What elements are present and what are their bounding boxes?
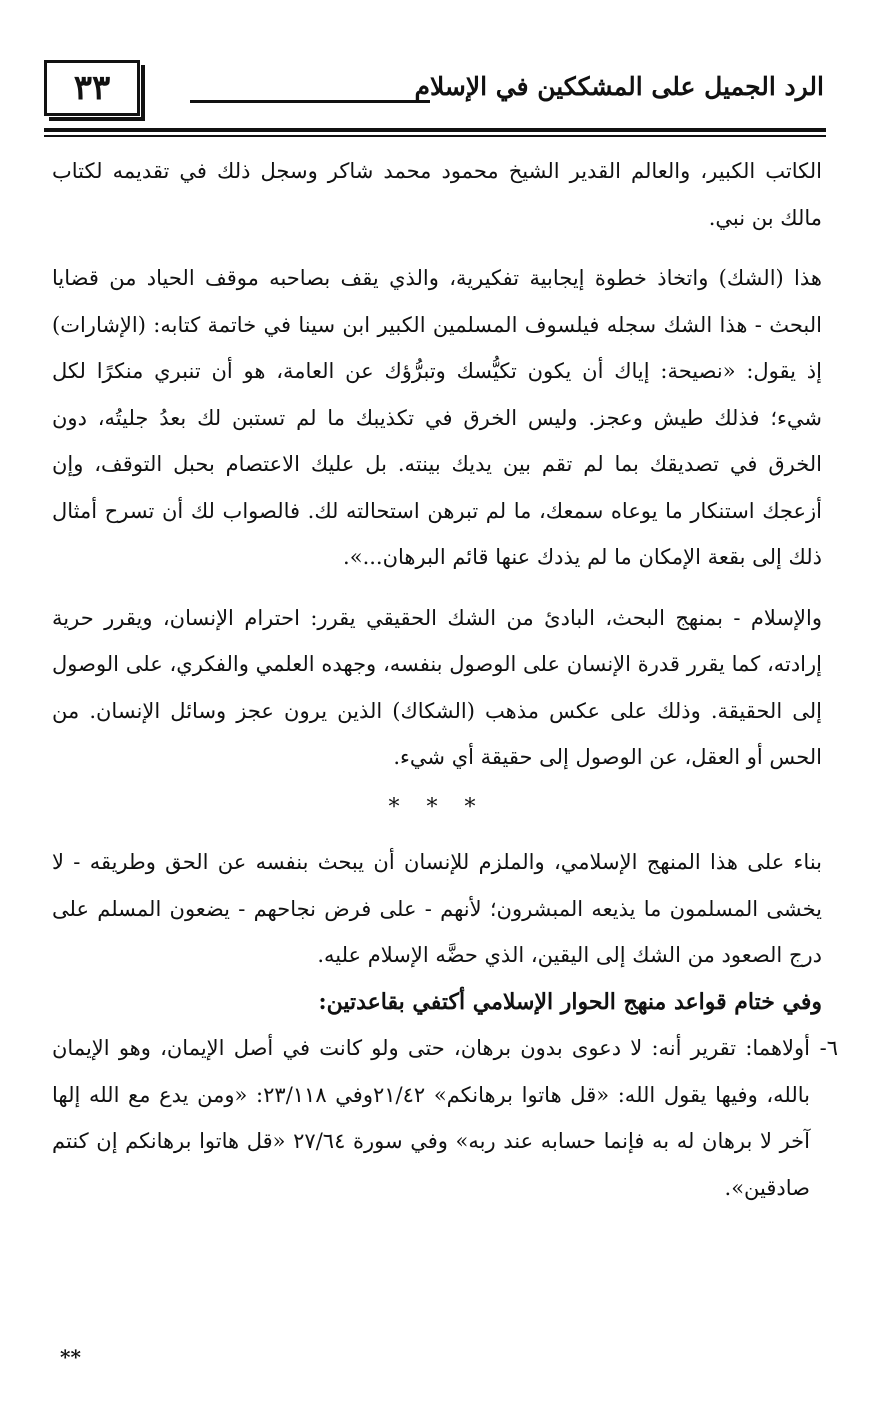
paragraph: الكاتب الكبير، والعالم القدير الشيخ محمود محمد شاكر وسجل ذلك في تقديمه لكتاب مالك بن نبي.: [52, 159, 822, 230]
footnote-marker: **: [60, 1345, 81, 1369]
item-text: أولاهما: تقرير أنه: لا دعوى بدون برهان، حتى ولو كانت في أصل الإيمان، وهو الإيمان بالله، وفيها يقول الله: «قل هاتوا برهانكم» ٢١/٤٢وفي ٢٣/١١٨: «ومن يدع مع الله إلها آخر لا برهان له به فإنما حسابه عند ربه» وفي سورة ٢٧/٦٤ «قل هاتوا برهانكم إن كنتم صادقين».: [52, 1036, 811, 1200]
paragraph: بناء على هذا المنهج الإسلامي، والملزم للإنسان أن يبحث بنفسه عن الحق وطريقه - لا يخشى المسلمون ما يذيعه المبشرون؛ لأنهم - على فرض نجاحهم - يضعون المسلم على درج الصعود من الشك إلى اليقين، الذي حضَّه الإسلام عليه.: [52, 850, 822, 967]
page-body: [52, 148, 838, 1211]
paragraph: والإسلام - بمنهج البحث، البادئ من الشك الحقيقي يقرر: احترام الإنسان، ويقرر حرية إرادته، كما يقرر قدرة الإنسان على الوصول بنفسه، وجهده العلمي والفكري، على الوصول إلى الحقيقة. وذلك على عكس مذهب (الشكاك) الذين يرون عجز وسائل الإنسان. من الحس أو العقل، عن الوصول إلى حقيقة أي شيء.: [52, 605, 822, 769]
header-divider-line: [190, 100, 430, 103]
header-rule-thin: [44, 135, 826, 137]
section-separator: * * *: [388, 794, 486, 820]
numbered-item: [52, 1025, 838, 1211]
item-number: ٦-: [819, 1036, 838, 1060]
header-rule-thick: [44, 128, 826, 132]
page-number: ٣٣: [44, 60, 140, 116]
paragraph: هذا (الشك) واتخاذ خطوة إيجابية تفكيرية، والذي يقف بصاحبه موقف الحياد من قضايا البحث - هذا الشك سجله فيلسوف المسلمين الكبير ابن سينا في خاتمة كتابه: (الإشارات) إذ يقول: «نصيحة: إياك أن يكون تكيُّسك وتبرُّؤك عن العامة، هو أن تنبري منكرًا لكل شيء؛ فذلك طيش وعجز. وليس الخرق في تكذيبك ما لم تستبن لك بعدُ جليتُه، دون الخرق في تصديقك بما لم تقم بين يديك بينته. بل عليك الاعتصام بحبل التوقف، وإن أزعجك استنكار ما يوعاه سمعك، ما لم تبرهن استحالته لك. فالصواب لك أن تسرح أمثال ذلك إلى بقعة الإمكان ما لم يذدك عنها قائم البرهان...».: [52, 266, 822, 569]
section-heading: وفي ختام قواعد منهج الحوار الإسلامي أكتفي بقاعدتين:: [318, 988, 822, 1015]
running-title: الرد الجميل على المشككين في الإسلام: [414, 72, 824, 101]
page-header: [44, 58, 824, 126]
